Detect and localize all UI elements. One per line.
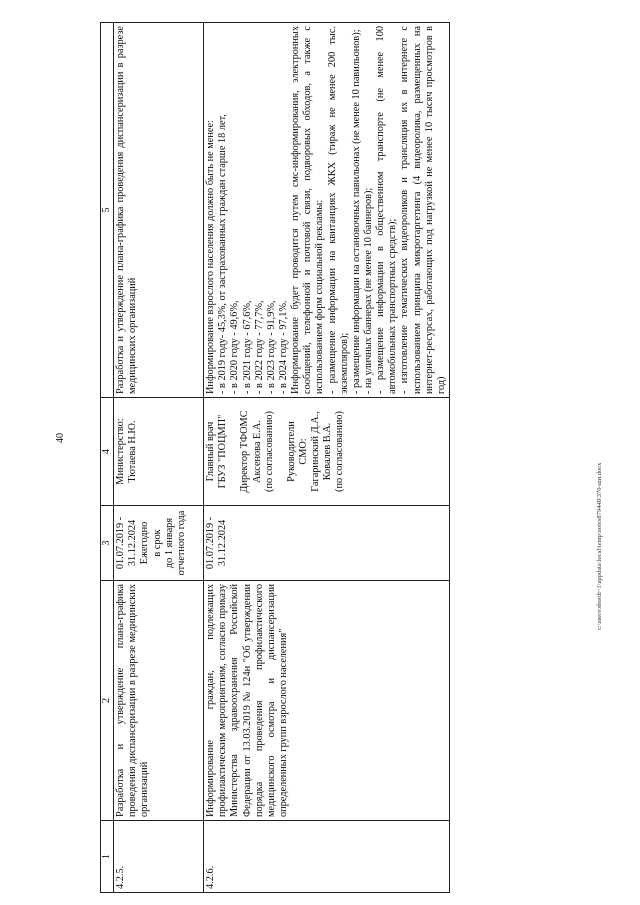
- result-line: - размещение информации на остановочных павильонах (не менее 10 павильонов);: [350, 29, 362, 394]
- term-line: отчетного года: [175, 510, 187, 576]
- result-line: - в 2019 году- 45,3%, от застрахованных граждан старше 18 лет,: [217, 114, 229, 394]
- header-col-2: 2: [101, 581, 114, 821]
- spacer: [229, 401, 239, 502]
- row-number: 4.2.5.: [114, 821, 204, 893]
- rotated-table-container: [100, 23, 595, 893]
- result-line: - на уличных баннерах (не менее 10 баннеров);: [362, 187, 374, 394]
- table-row: [204, 23, 450, 893]
- responsible-line: Министерство:: [115, 418, 127, 485]
- term-line: 01.07.2019 -: [205, 516, 217, 570]
- measures-table: [100, 22, 450, 893]
- result-line: - изготовление тематических видеороликов и трансляция их в интернете с использованием принципа микротаргетинга (4 видеоролика, размещенных на интернет-ресурсах, работающих под нагрузкой не менее 10 тысяч просмотров в год): [399, 26, 447, 394]
- table-row: [114, 23, 204, 893]
- header-col-5: 5: [101, 23, 114, 398]
- measure-cell: Разработка и утверждение плана-графика проведения диспансеризации в разрезе медицинских организаций: [114, 581, 204, 821]
- result-line: Информирование взрослого населения должно быть не менее:: [205, 120, 217, 394]
- result-line: - в 2020 году - 49,6%,: [229, 300, 241, 394]
- result-line: Информирование будет проводится путем смс-информирования, электронных сообщений, телефонной и почтовой связи, подворовых обходов, а также с использованием форм социальной рекламы:: [290, 26, 326, 394]
- term-line: 31.12.2024: [127, 519, 139, 567]
- result-line: - в 2022 году - 77,7%,: [253, 300, 265, 394]
- responsible-line: Тютаева Н.Ю.: [127, 420, 139, 483]
- term-line: в срок: [151, 529, 163, 557]
- result-cell: [204, 23, 450, 398]
- result-line: - размещение информации на квитанциях ЖКХ (тираж не менее 200 тыс. экземпляров);: [326, 26, 350, 394]
- responsible-line: ГБУЗ "ПОЦМП": [217, 414, 229, 489]
- result-line: - в 2021 году - 67,6%,: [241, 300, 253, 394]
- term-cell: [114, 506, 204, 581]
- responsible-cell: [114, 398, 204, 506]
- result-cell: Разработка и утверждение плана-графика проведения диспансеризации в разрезе медицинских организаций: [114, 23, 204, 398]
- header-col-1: 1: [101, 821, 114, 893]
- responsible-cell: [204, 398, 450, 506]
- term-cell: [204, 506, 450, 581]
- header-row: [101, 23, 114, 893]
- responsible-line: (по согласованию): [334, 411, 346, 492]
- footer-file-path: c:\users\sbordi~1\appdata\local\temp\notes879448\370-ши.docx: [596, 462, 603, 630]
- result-line: - в 2023 году - 91,9%,: [265, 300, 277, 394]
- responsible-line: Ковалев В.А.: [322, 422, 334, 481]
- responsible-line: СМО:: [297, 438, 309, 465]
- result-line: - размещение информации в общественном транспорте (не менее 100 автомобильных транспортных средств);: [375, 26, 399, 394]
- responsible-line: Аксенова Е.А.: [251, 420, 263, 483]
- responsible-line: Руководители: [285, 421, 297, 482]
- responsible-line: Главный врач: [205, 421, 217, 482]
- responsible-line: Директор ТФОМС: [239, 410, 251, 493]
- measure-cell: Информирование граждан, подлежащих профилактическим мероприятиям, согласно приказу Министерства здравоохранения Российской Федерации от 13.03.2019 № 124н "Об утверждении порядка проведения профилактического медицинского осмотра и диспансеризации определенных групп взрослого населения": [204, 581, 450, 821]
- header-col-3: 3: [101, 506, 114, 581]
- term-line: до 1 января: [163, 517, 175, 569]
- term-line: Ежегодно: [139, 521, 151, 565]
- result-line: - в 2024 году - 97,1%.: [277, 300, 289, 394]
- responsible-line: (по согласованию): [263, 411, 275, 492]
- responsible-line: Гагаринский Д.А.,: [310, 411, 322, 492]
- row-number: 4.2.6.: [204, 821, 450, 893]
- spacer: [276, 401, 286, 502]
- term-line: 01.07.2019 -: [115, 516, 127, 570]
- term-line: 31.12.2024: [217, 519, 229, 567]
- page-number: 40: [55, 433, 66, 443]
- header-col-4: 4: [101, 398, 114, 506]
